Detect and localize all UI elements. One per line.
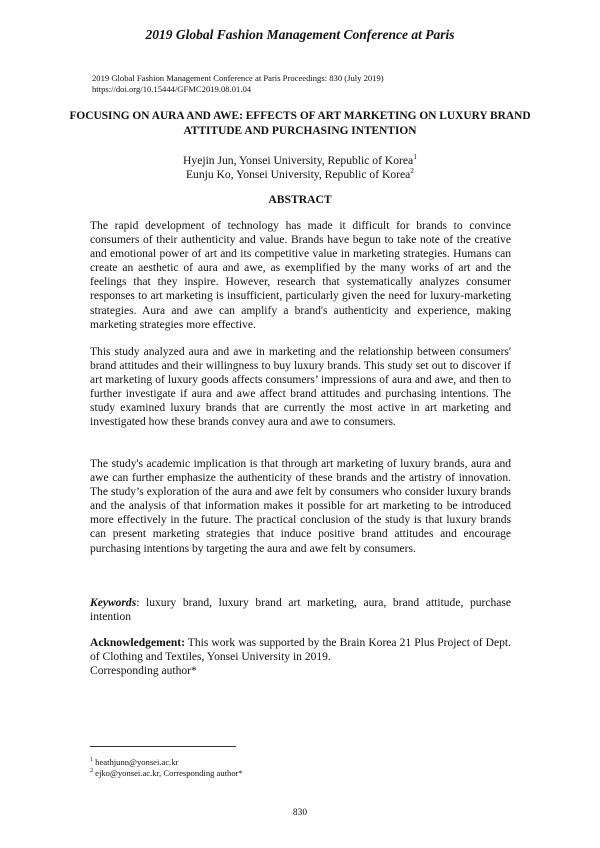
abstract-paragraph: The rapid development of technology has made it difficult for brands to convince consumers of their authenticity and value. Brands have begun to take note of the creative and emotional power of art and its competitive value in marketing strategies. Humans can create an aesthetic of aura and awe, as exemplified by the many works of art and the feelings that they inspire. However, research that systematically analyzes consumer responses to art marketing is insufficient, particularly given the need for luxury-marketing strategies. Aura and awe can amplify a brand's authenticity and experience, making marketing strategies more effective. [90,220,511,331]
abstract-paragraph: The study's academic implication is that through art marketing of luxury brands, aura and awe can further emphasize the authenticity of these brands and the artistry of innovation. The study’s exploration of the aura and awe felt by consumers who consider luxury brands and the analysis of that information makes it possible for art marketing to be introduced more effectively in the future. The practical conclusion of the study is that luxury brands can present marketing strategies that induce positive brand attitudes and encourage purchasing intentions by targeting the aura and awe felt by consumers. [90,458,511,555]
paper-title: FOCUSING ON AURA AND AWE: EFFECTS OF ART MARKETING ON LUXURY BRAND ATTITUDE AND PURCHASING INTENTION [69,110,531,137]
doi-link[interactable]: https://doi.org/10.15444/GFMC2019.08.01.04 [92,84,252,94]
author-name: Eunju Ko, Yonsei University, Republic of Korea [185,167,411,181]
proceedings-line: 2019 Global Fashion Management Conference at Paris Proceedings: 830 (July 2019) [92,73,384,83]
footnote-divider [90,746,236,747]
author-line-2 [0,164,600,182]
footnote-mark: 1 [90,757,93,763]
acknowledgement-label: Acknowledgement: [90,637,185,649]
keywords [90,596,511,624]
acknowledgement [90,636,511,678]
author-footnote-mark: 2 [410,166,415,175]
abstract-paragraph: This study analyzed aura and awe in marketing and the relationship between consumers' brand attitudes and their willingness to buy luxury brands. This study set out to discover if art marketing of luxury goods affects consumers’ impressions of aura and awe, and then to further investigate if aura and awe affect brand attitudes and purchasing intentions. The study examined luxury brands that are currently the most active in art marketing and investigated how these brands convey aura and awe to consumers. [90,346,511,429]
footnote-mark: 2 [90,768,93,774]
footnote-2 [90,766,243,779]
keywords-label: Keywords [90,597,137,609]
author-footnote-mark: 1 [413,152,417,161]
page-number: 830 [292,808,308,818]
footnote-text: heathjunn@yonsei.ac.kr [93,756,179,767]
running-head: 2019 Global Fashion Management Conference at Paris [145,27,455,42]
keywords-text: : luxury brand, luxury brand art marketing, aura, brand attitude, purchase intention [90,597,511,624]
acknowledgement-text: This work was supported by the Brain Korea 21 Plus Project of Dept. of Clothing and Textiles, Yonsei University in 2019. [90,637,511,664]
footnote-text: ejko@yonsei.ac.kr, Corresponding author* [93,767,243,778]
corresponding-author-note: Corresponding author* [90,665,197,678]
abstract-heading: ABSTRACT [268,193,332,206]
author-name: Hyejin Jun, Yonsei University, Republic of Korea [183,153,414,167]
